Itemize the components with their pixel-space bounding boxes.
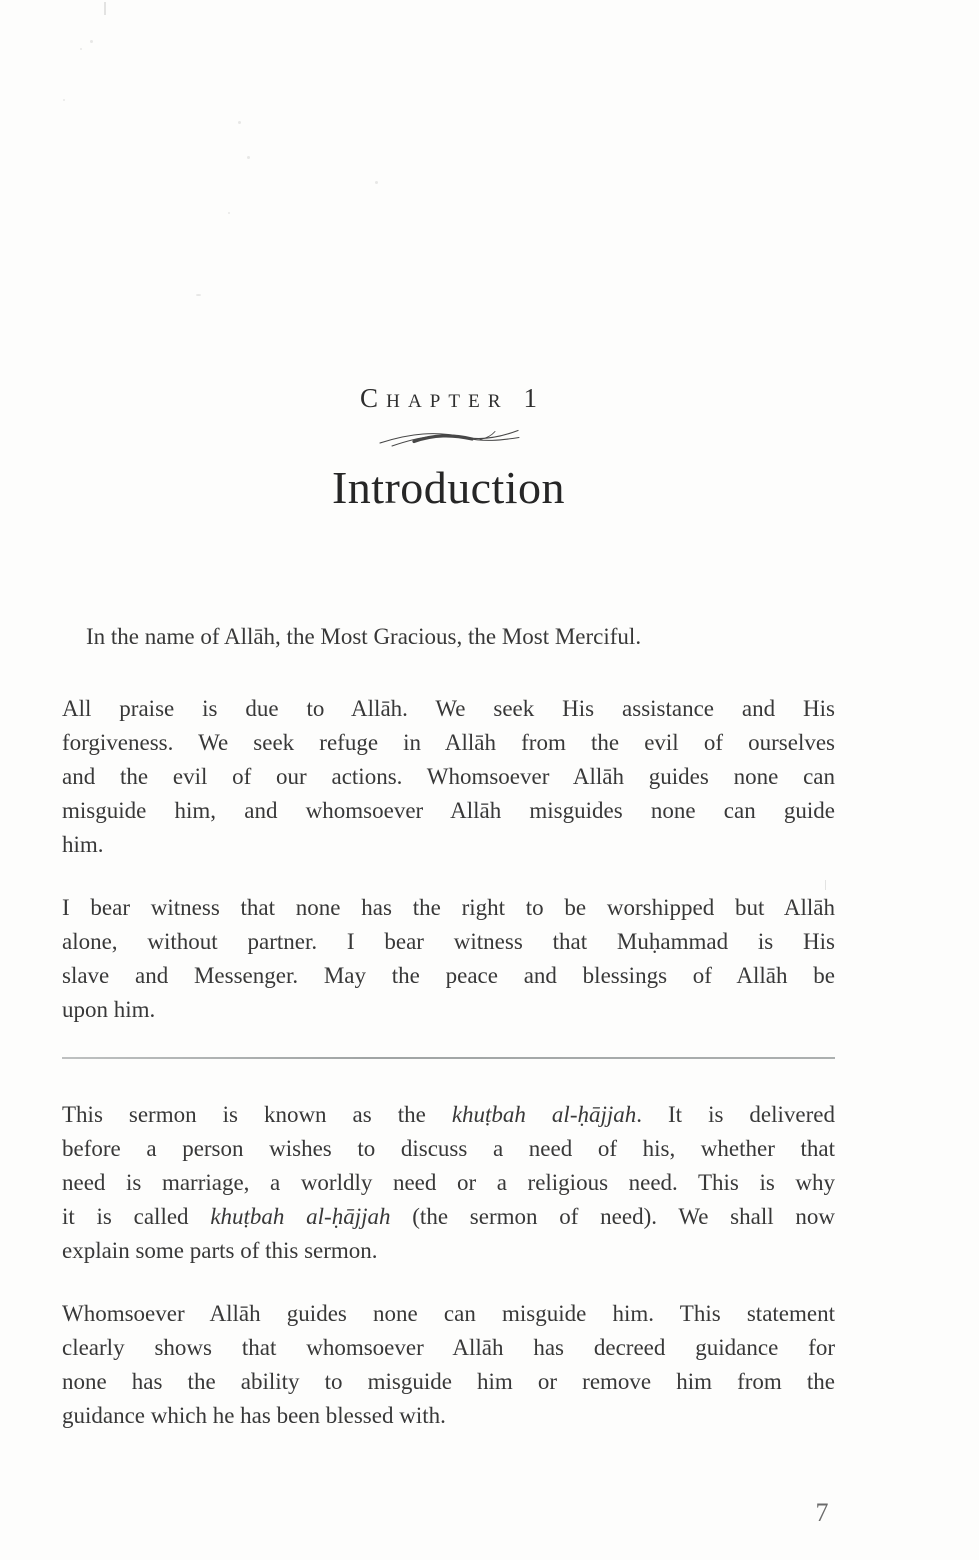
text-segment: upon him. bbox=[62, 997, 156, 1022]
bismillah-line: In the name of Allāh, the Most Gracious, the Most Merciful. bbox=[86, 624, 642, 649]
text-segment: and the evil of our actions. Whomsoever Allāh guides none can bbox=[62, 764, 835, 789]
scan-scratch bbox=[825, 880, 826, 890]
text-segment: (the sermon of need). We shall now bbox=[390, 1204, 835, 1229]
calligraphic-swash-icon bbox=[376, 426, 522, 454]
text-line bbox=[62, 959, 835, 993]
chapter-heading: Chapter 1 bbox=[360, 383, 546, 413]
text-line bbox=[62, 726, 835, 760]
text-line bbox=[62, 1200, 835, 1234]
text-line bbox=[62, 794, 835, 828]
scan-speck bbox=[80, 48, 82, 50]
paragraph bbox=[62, 692, 835, 862]
italic-term: khuṭbah al-ḥājjah bbox=[451, 1102, 637, 1127]
chapter-title: Introduction bbox=[332, 462, 565, 513]
page-number: 7 bbox=[815, 1498, 829, 1527]
text-segment: none has the ability to misguide him or remove him from the bbox=[62, 1369, 835, 1394]
text-segment: Whomsoever Allāh guides none can misguide him. This statement bbox=[62, 1301, 835, 1326]
body-text bbox=[62, 692, 835, 1433]
text-line bbox=[62, 760, 835, 794]
paragraph bbox=[62, 891, 835, 1027]
text-line bbox=[62, 1098, 835, 1132]
text-segment: slave and Messenger. May the peace and blessings of Allāh be bbox=[62, 963, 835, 988]
text-line bbox=[62, 692, 835, 726]
text-line bbox=[62, 1399, 835, 1433]
text-segment: This sermon is known as the bbox=[62, 1102, 452, 1127]
text-segment: I bear witness that none has the right to be worshipped but Allāh bbox=[62, 895, 835, 920]
text-line bbox=[62, 993, 835, 1027]
scan-speck bbox=[63, 99, 65, 101]
text-line bbox=[62, 925, 835, 959]
text-line bbox=[62, 1297, 835, 1331]
text-segment: before a person wishes to discuss a need of his, whether that bbox=[62, 1136, 835, 1161]
scan-speck bbox=[238, 121, 241, 124]
text-segment: forgiveness. We seek refuge in Allāh from the evil of ourselves bbox=[62, 730, 835, 755]
text-segment: . It is delivered bbox=[636, 1102, 835, 1127]
text-line bbox=[62, 1365, 835, 1399]
scan-speck bbox=[247, 156, 250, 159]
text-line bbox=[62, 891, 835, 925]
text-segment: misguide him, and whomsoever Allāh misguides none can guide bbox=[62, 798, 835, 823]
italic-term: khuṭbah al-ḥājjah bbox=[210, 1204, 391, 1229]
text-segment: alone, without partner. I bear witness that Muḥammad is His bbox=[62, 929, 835, 954]
paragraph bbox=[62, 1297, 835, 1433]
text-line bbox=[62, 1234, 835, 1268]
scan-speck bbox=[90, 40, 93, 43]
text-segment: need is marriage, a worldly need or a religious need. This is why bbox=[62, 1170, 835, 1195]
text-segment: him. bbox=[62, 832, 104, 857]
scan-speck bbox=[375, 181, 378, 184]
text-line bbox=[62, 1166, 835, 1200]
text-segment: it is called bbox=[62, 1204, 211, 1229]
scan-speck bbox=[228, 212, 230, 214]
text-line bbox=[62, 1331, 835, 1365]
text-segment: All praise is due to Allāh. We seek His assistance and His bbox=[62, 696, 835, 721]
text-line bbox=[62, 828, 835, 862]
scan-scratch bbox=[104, 2, 106, 15]
text-segment: guidance which he has been blessed with. bbox=[62, 1403, 446, 1428]
section-divider bbox=[62, 1057, 835, 1059]
text-column bbox=[62, 0, 835, 1433]
text-segment: clearly shows that whomsoever Allāh has decreed guidance for bbox=[62, 1335, 835, 1360]
scan-speck bbox=[196, 294, 201, 296]
paragraph bbox=[62, 1098, 835, 1268]
text-segment: explain some parts of this sermon. bbox=[62, 1238, 378, 1263]
text-line bbox=[62, 1132, 835, 1166]
